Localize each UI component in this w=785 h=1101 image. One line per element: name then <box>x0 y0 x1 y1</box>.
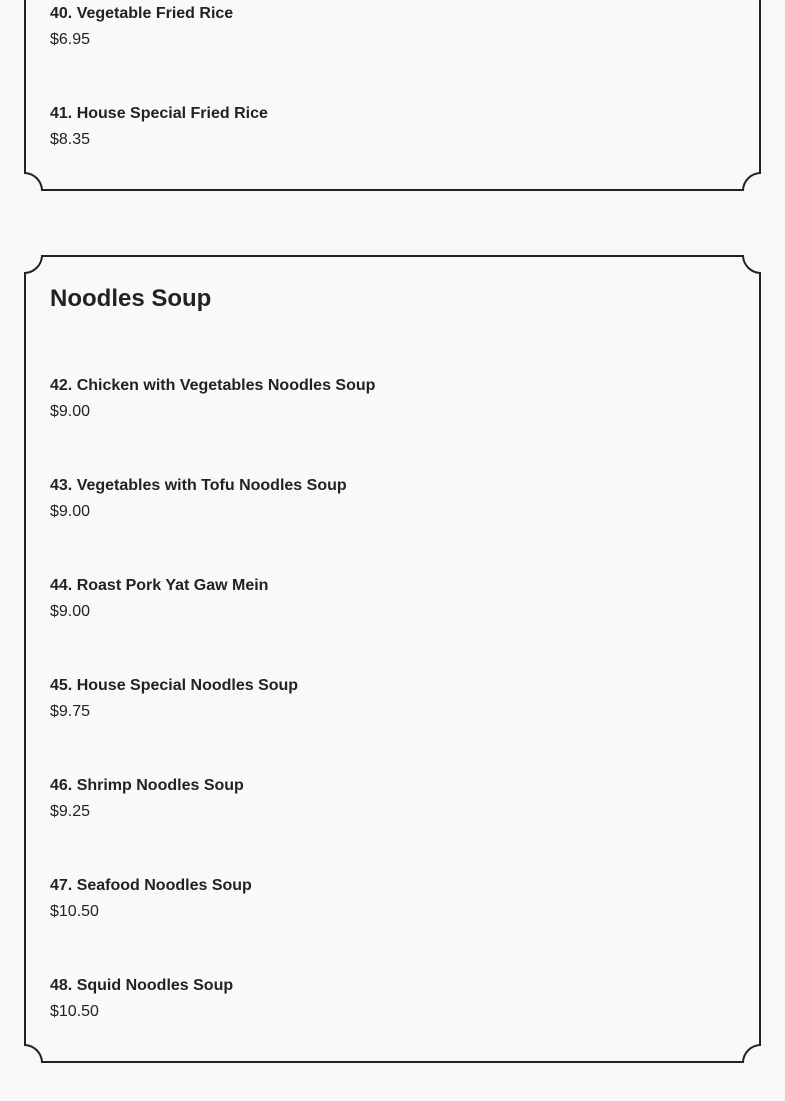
menu-item-price: $10.50 <box>50 903 99 920</box>
menu-item-name[interactable]: 48. Squid Noodles Soup <box>50 977 234 994</box>
menu-item-name[interactable]: 41. House Special Fried Rice <box>50 105 268 122</box>
menu-item[interactable] <box>50 104 650 150</box>
menu-item[interactable] <box>50 4 650 50</box>
menu-item[interactable] <box>50 576 650 622</box>
menu-item[interactable] <box>50 876 650 922</box>
menu-item-name[interactable]: 45. House Special Noodles Soup <box>50 677 299 694</box>
menu-item-price: $10.50 <box>50 1003 99 1020</box>
menu-item-name[interactable]: 46. Shrimp Noodles Soup <box>50 777 244 794</box>
menu-item-name[interactable]: 40. Vegetable Fried Rice <box>50 5 234 22</box>
menu-item-price: $9.25 <box>50 803 91 820</box>
menu-item-price: $9.00 <box>50 503 91 520</box>
menu-item-price: $9.00 <box>50 403 91 420</box>
menu-item-name[interactable]: 43. Vegetables with Tofu Noodles Soup <box>50 477 347 494</box>
menu-item-name[interactable]: 42. Chicken with Vegetables Noodles Soup <box>50 377 376 394</box>
section-title: Noodles Soup <box>50 285 212 312</box>
menu-item[interactable] <box>50 476 650 522</box>
menu-section-card <box>24 255 761 1063</box>
menu-item-price: $6.95 <box>50 31 91 48</box>
menu-item-price: $8.35 <box>50 131 91 148</box>
menu-item-price: $9.75 <box>50 703 91 720</box>
menu-item[interactable] <box>50 676 650 722</box>
menu-item[interactable] <box>50 776 650 822</box>
menu-section-card <box>24 0 761 191</box>
menu-item-name[interactable]: 47. Seafood Noodles Soup <box>50 877 252 894</box>
menu-item[interactable] <box>50 376 650 422</box>
menu-item-price: $9.00 <box>50 603 91 620</box>
menu-item[interactable] <box>50 976 650 1022</box>
menu-item-name[interactable]: 44. Roast Pork Yat Gaw Mein <box>50 577 269 594</box>
